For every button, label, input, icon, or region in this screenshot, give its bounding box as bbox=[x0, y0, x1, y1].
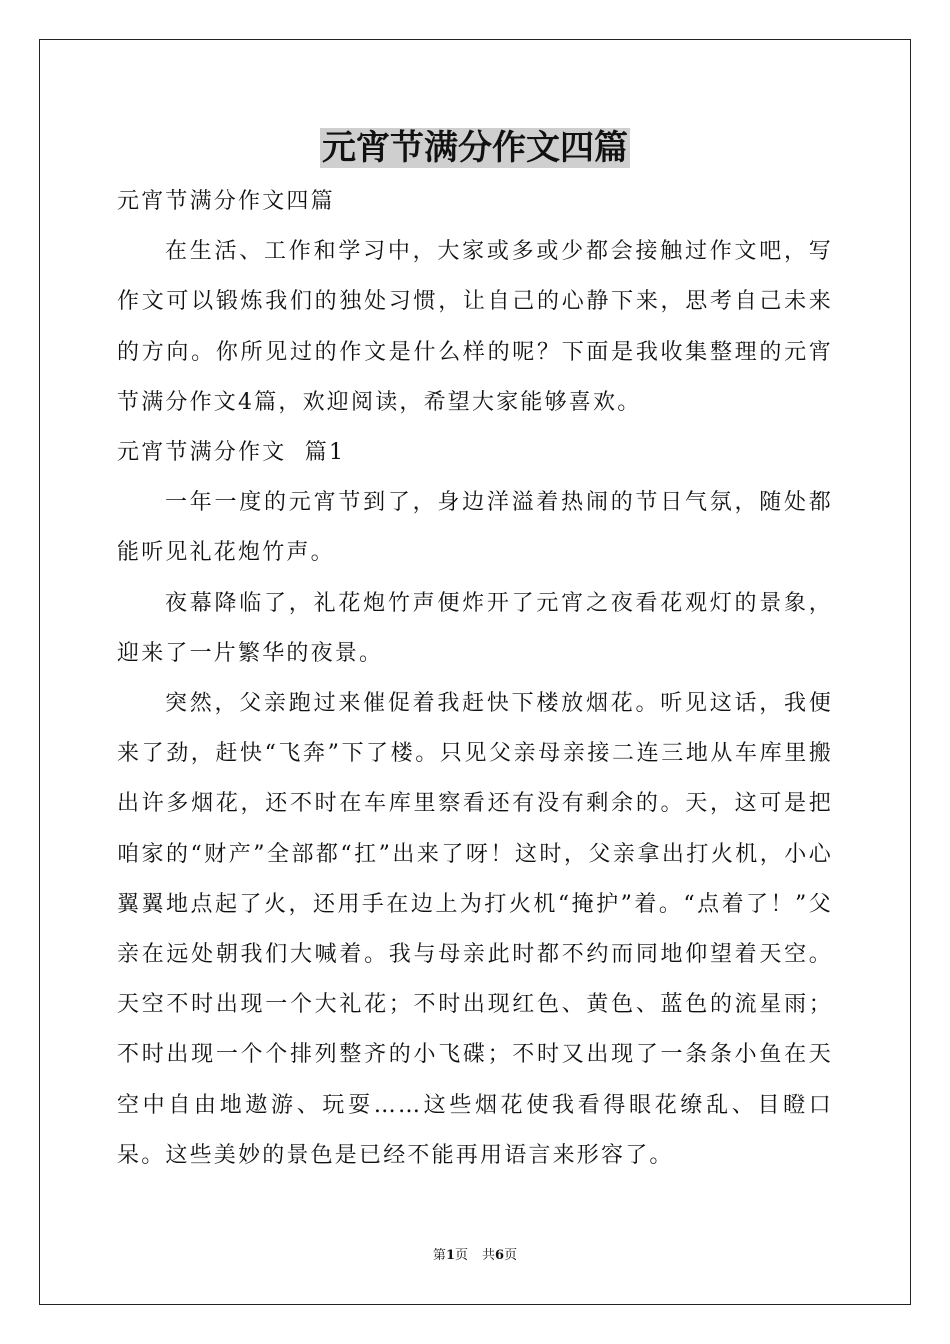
intro-paragraph: 在生活、工作和学习中，大家或多或少都会接触过作文吧，写作文可以锻炼我们的独处习惯，让自己的心静下来，思考自己未来的方向。你所见过的作文是什么样的呢？下面是我收集整理的元宵节满分作文4篇，欢迎阅读，希望大家能够喜欢。 bbox=[117, 239, 833, 415]
body-paragraph: 突然，父亲跑过来催促着我赶快下楼放烟花。听见这话，我便来了劲，赶快“飞奔”下了楼。只见父亲母亲接二连三地从车库里搬出许多烟花，还不时在车库里察看还有没有剩余的。天，这可是把咱家的“财产”全部都“扛”出来了呀！这时，父亲拿出打火机，小心翼翼地点起了火，还用手在边上为打火机“掩护”着。“点着了！”父亲在远处朝我们大喊着。我与母亲此时都不约而同地仰望着天空。天空不时出现一个大礼花；不时出现红色、黄色、蓝色的流星雨；不时出现一个个排列整齐的小飞碟；不时又出现了一条条小鱼在天空中自由地遨游、玩耍……这些烟花使我看得眼花缭乱、目瞪口呆。这些美妙的景色是已经不能再用语言来形容了。 bbox=[117, 691, 833, 1168]
page-footer bbox=[0, 1246, 950, 1266]
page-prefix: 第 bbox=[432, 1248, 446, 1263]
body-paragraph: 夜幕降临了，礼花炮竹声便炸开了元宵之夜看花观灯的景象，迎来了一片繁华的夜景。 bbox=[117, 590, 833, 666]
page-suffix: 页 bbox=[454, 1248, 468, 1263]
document-title bbox=[0, 124, 950, 172]
section-heading: 元宵节满分作文 篇1 bbox=[117, 440, 346, 466]
subtitle: 元宵节满分作文四篇 bbox=[117, 189, 335, 214]
total-pages: 6 bbox=[495, 1248, 505, 1263]
total-prefix: 共 bbox=[482, 1248, 496, 1263]
page-number: 1 bbox=[445, 1248, 455, 1263]
total-suffix: 页 bbox=[504, 1248, 518, 1263]
body-paragraph: 一年一度的元宵节到了，身边洋溢着热闹的节日气氛，随处都能听见礼花炮竹声。 bbox=[117, 490, 833, 566]
document-body bbox=[117, 177, 833, 1181]
document-title-text: 元宵节满分作文四篇 bbox=[322, 128, 628, 168]
